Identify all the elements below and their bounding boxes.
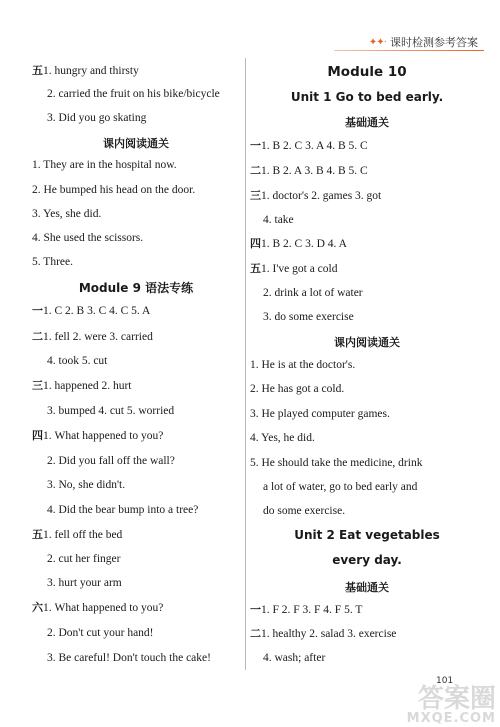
answer-line: 3. Be careful! Don't touch the cake!	[47, 652, 211, 664]
decorative-stars-icon: ✦✦·	[368, 36, 386, 48]
header-rule	[334, 50, 484, 51]
answer-line: 2. Don't cut your hand!	[47, 627, 154, 639]
answer-line: 三1. happened 2. hurt	[32, 379, 132, 392]
answer-line: 四1. What happened to you?	[32, 429, 164, 442]
answer-line: 三1. doctor's 2. games 3. got	[250, 189, 382, 202]
answer-line: 2. cut her finger	[47, 553, 121, 565]
section-heading-basic: 基础通关	[345, 116, 389, 129]
answer-line: 五1. fell off the bed	[32, 528, 123, 541]
answer-line: 4. She used the scissors.	[32, 232, 144, 244]
page-number: 101	[436, 676, 454, 686]
answer-line: 四1. B 2. C 3. D 4. A	[250, 237, 347, 250]
watermark-line1: 答案圈	[417, 684, 496, 714]
answer-line: 4. wash; after	[263, 652, 326, 664]
header-title: 课时检测参考答案	[390, 36, 478, 49]
answer-line: 五1. I've got a cold	[250, 262, 338, 275]
section-heading-module9: Module 9 语法专练	[78, 281, 194, 295]
answer-line: 5. Three.	[32, 256, 73, 268]
answer-line: 2. carried the fruit on his bike/bicycle	[47, 88, 220, 100]
answer-line: 二1. B 2. A 3. B 4. B 5. C	[250, 164, 368, 177]
unit-title: Unit 2 Eat vegetables	[294, 528, 440, 542]
answer-line: a lot of water, go to bed early and	[263, 481, 418, 493]
page-header	[369, 34, 478, 50]
answer-line: 一1. F 2. F 3. F 4. F 5. T	[250, 603, 363, 616]
answer-line: 六1. What happened to you?	[32, 601, 164, 614]
watermark-logo	[407, 686, 496, 725]
section-heading-basic: 基础通关	[345, 581, 389, 594]
watermark-line2: MXQE.COM	[406, 711, 496, 726]
section-heading-reading: 课内阅读通关	[103, 137, 169, 150]
answer-line: 3. Yes, she did.	[32, 208, 102, 220]
answer-line: 3. Did you go skating	[47, 112, 147, 124]
answer-line: 4. Did the bear bump into a tree?	[47, 504, 199, 516]
answer-line: 五1. hungry and thirsty	[32, 64, 139, 77]
answer-line: 二1. fell 2. were 3. carried	[32, 330, 153, 343]
answer-line: 一1. C 2. B 3. C 4. C 5. A	[32, 304, 151, 317]
answer-line: 4. took 5. cut	[47, 355, 108, 367]
answer-line: 3. bumped 4. cut 5. worried	[47, 405, 175, 417]
module-title: Module 10	[327, 64, 407, 80]
answer-line: 3. No, she didn't.	[47, 479, 126, 491]
answer-line: 1. They are in the hospital now.	[32, 159, 177, 171]
answer-line: 2. He has got a cold.	[250, 383, 345, 395]
answer-line: do some exercise.	[263, 505, 346, 517]
unit-title: Unit 1 Go to bed early.	[290, 90, 444, 104]
answer-line: 2. drink a lot of water	[263, 287, 363, 299]
unit-title-continued: every day.	[332, 553, 402, 567]
section-heading-reading: 课内阅读通关	[334, 336, 400, 349]
column-divider	[245, 58, 246, 670]
answer-line: 1. He is at the doctor's.	[250, 359, 356, 371]
answer-line: 2. Did you fall off the wall?	[47, 455, 175, 467]
answer-line: 4. Yes, he did.	[250, 432, 315, 444]
answer-line: 4. take	[263, 214, 294, 226]
answer-line: 3. He played computer games.	[250, 408, 390, 420]
answer-line: 二1. healthy 2. salad 3. exercise	[250, 627, 397, 640]
answer-line: 5. He should take the medicine, drink	[250, 457, 423, 469]
answer-line: 3. hurt your arm	[47, 577, 122, 589]
answer-line: 一1. B 2. C 3. A 4. B 5. C	[250, 139, 368, 152]
answer-line: 3. do some exercise	[263, 311, 354, 323]
answer-line: 2. He bumped his head on the door.	[32, 184, 196, 196]
